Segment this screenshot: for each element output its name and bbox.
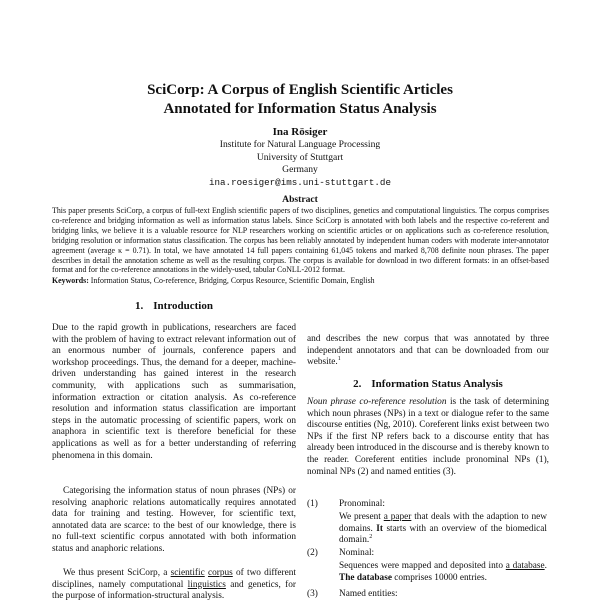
- paper-title: [60, 81, 540, 119]
- ex2-text-a: Sequences were mapped and deposited into: [339, 561, 506, 571]
- keywords: [52, 276, 549, 286]
- p3-text-a: We thus present SciCorp, a: [63, 568, 171, 578]
- abstract-body: This paper presents SciCorp, a corpus of full-text English scientific papers of two disciplines, genetics and computational linguistics. The corpus comprises co-reference and bridging information as well as information status labels. Since SciCorp is annotated with both labels and the respective co-referent and bridging links, we believe it is a valuable resource for NLP researchers working on scientific articles or on applications such as co-reference resolution, bridging resolution or information status classification. The corpus has been reliably annotated by independent human coders with moderate inter-annotator agreement (average κ = 0.71). In total, we have annotated 14 full papers containing 61,045 tokens and marked 8,708 definite noun phrases. The paper describes in detail the annotation scheme as well as the resulting corpus. The corpus is available for download in two different formats: in an offset-based format and for the co-reference annotations in the widely-used, tabular CoNLL-2012 format.: [52, 206, 549, 275]
- section-2-number: 2.: [353, 378, 362, 390]
- affiliation-university: University of Stuttgart: [256, 151, 344, 163]
- p3-text-c: of two different disciplines, namely computational: [52, 568, 297, 590]
- p3-underlined-linguistics: linguistics: [187, 579, 226, 590]
- info-status-paragraph: [307, 397, 549, 478]
- example-1-title: Pronominal:: [339, 499, 385, 509]
- keywords-label: Keywords:: [52, 276, 89, 285]
- right-paragraph-0: [307, 334, 549, 369]
- example-2-number: (2): [307, 548, 318, 558]
- example-1: [307, 499, 549, 549]
- abstract-heading: Abstract: [282, 194, 318, 205]
- example-1-number: (1): [307, 499, 318, 509]
- title-line-2: Annotated for Information Status Analysis: [163, 101, 437, 117]
- ex2-text-b: .: [544, 561, 547, 571]
- section-2-heading: [307, 378, 549, 391]
- affiliation-country: Germany: [282, 164, 318, 175]
- title-line-1: SciCorp: A Corpus of English Scientific Articles: [147, 82, 453, 98]
- ex1-underlined-a-paper: a paper: [383, 512, 412, 522]
- intro-paragraph-2: Categorising the information status of noun phrases (NPs) or resolving anaphoric relations automatically requires annotated data for training and testing. However, for scientific text, annotated data are scarce: to the best of our knowledge, there is no full-text scientific corpus annotated with both information status and anaphoric relations.: [52, 486, 296, 554]
- ex1-text-a: We present: [339, 512, 384, 522]
- intro-paragraph-1: Due to the rapid growth in publications, researchers are faced with the problem of having to extract relevant information out of an enormous number of journals, conference papers and workshop proceedings. Thus, the demand for a deeper, machine-driven understanding has gained interest in the research community, with applications such as summarisation, information extraction or citation analysis. As co-reference resolution and information status classification are important steps in the automatic processing of scientific papers, work on anaphora in scientific text is therefore beneficial for these applications as well as for a better understanding of referring phenomena in this domain.: [52, 323, 296, 461]
- ex1-text-b: that deals with the adaption to new domains.: [339, 512, 547, 534]
- example-3: [307, 589, 549, 600]
- example-2-body: [339, 561, 547, 584]
- ex1-bold-it: It: [376, 523, 383, 534]
- example-2: [307, 548, 549, 588]
- example-3-title: Named entities:: [339, 589, 398, 599]
- affiliation: [100, 139, 500, 189]
- keywords-list: Information Status, Co-reference, Bridging, Corpus Resource, Scientific Domain, English: [88, 276, 375, 285]
- p3-text-d: and genetics, for the purpose of information-structural analysis.: [52, 579, 296, 600]
- example-3-number: (3): [307, 589, 318, 599]
- section-1-number: 1.: [135, 300, 144, 312]
- section-1-heading: [52, 300, 296, 313]
- footnote-2-marker: 2: [369, 534, 373, 541]
- ex1-text-c: starts with an overview of the biomedical domain.: [339, 523, 548, 546]
- author-name: Ina Rösiger: [272, 126, 328, 138]
- footnote-1-marker: 1: [337, 356, 341, 363]
- example-1-body: [339, 512, 547, 547]
- author-email[interactable]: ina.roesiger@ims.uni-stuttgart.de: [209, 176, 391, 188]
- info-status-text: is the task of determining which noun phrases (NPs) in a text or dialogue refer to the same discourse entities (Ng, 2010). Coreferent links exist between two NPs if the first NP refers back to a discourse entity that has already been introduced in the discourse and is thereby known to the reader. Coreferent entities include pronominal NPs (1), nominal NPs (2) and named entities (3).: [307, 397, 549, 477]
- p3-underlined-scientific: scientific: [170, 568, 205, 578]
- ex2-underlined-a-database: a database: [505, 561, 545, 571]
- term-noun-phrase-coref: Noun phrase co-reference resolution: [307, 397, 447, 407]
- intro-paragraph-3: [52, 568, 296, 600]
- section-1-title: Introduction: [153, 300, 213, 312]
- right-p0-text: and describes the new corpus that was annotated by three independent annotators and that can be downloaded from our website.: [307, 334, 549, 368]
- p3-underlined-corpus: corpus: [207, 568, 233, 578]
- ex2-text-c: comprises 10000 entries.: [391, 572, 487, 583]
- ex2-bold-the-database: The database: [339, 572, 392, 583]
- section-2-title: Information Status Analysis: [371, 378, 503, 390]
- example-2-title: Nominal:: [339, 548, 375, 558]
- affiliation-institute: Institute for Natural Language Processing: [219, 139, 381, 150]
